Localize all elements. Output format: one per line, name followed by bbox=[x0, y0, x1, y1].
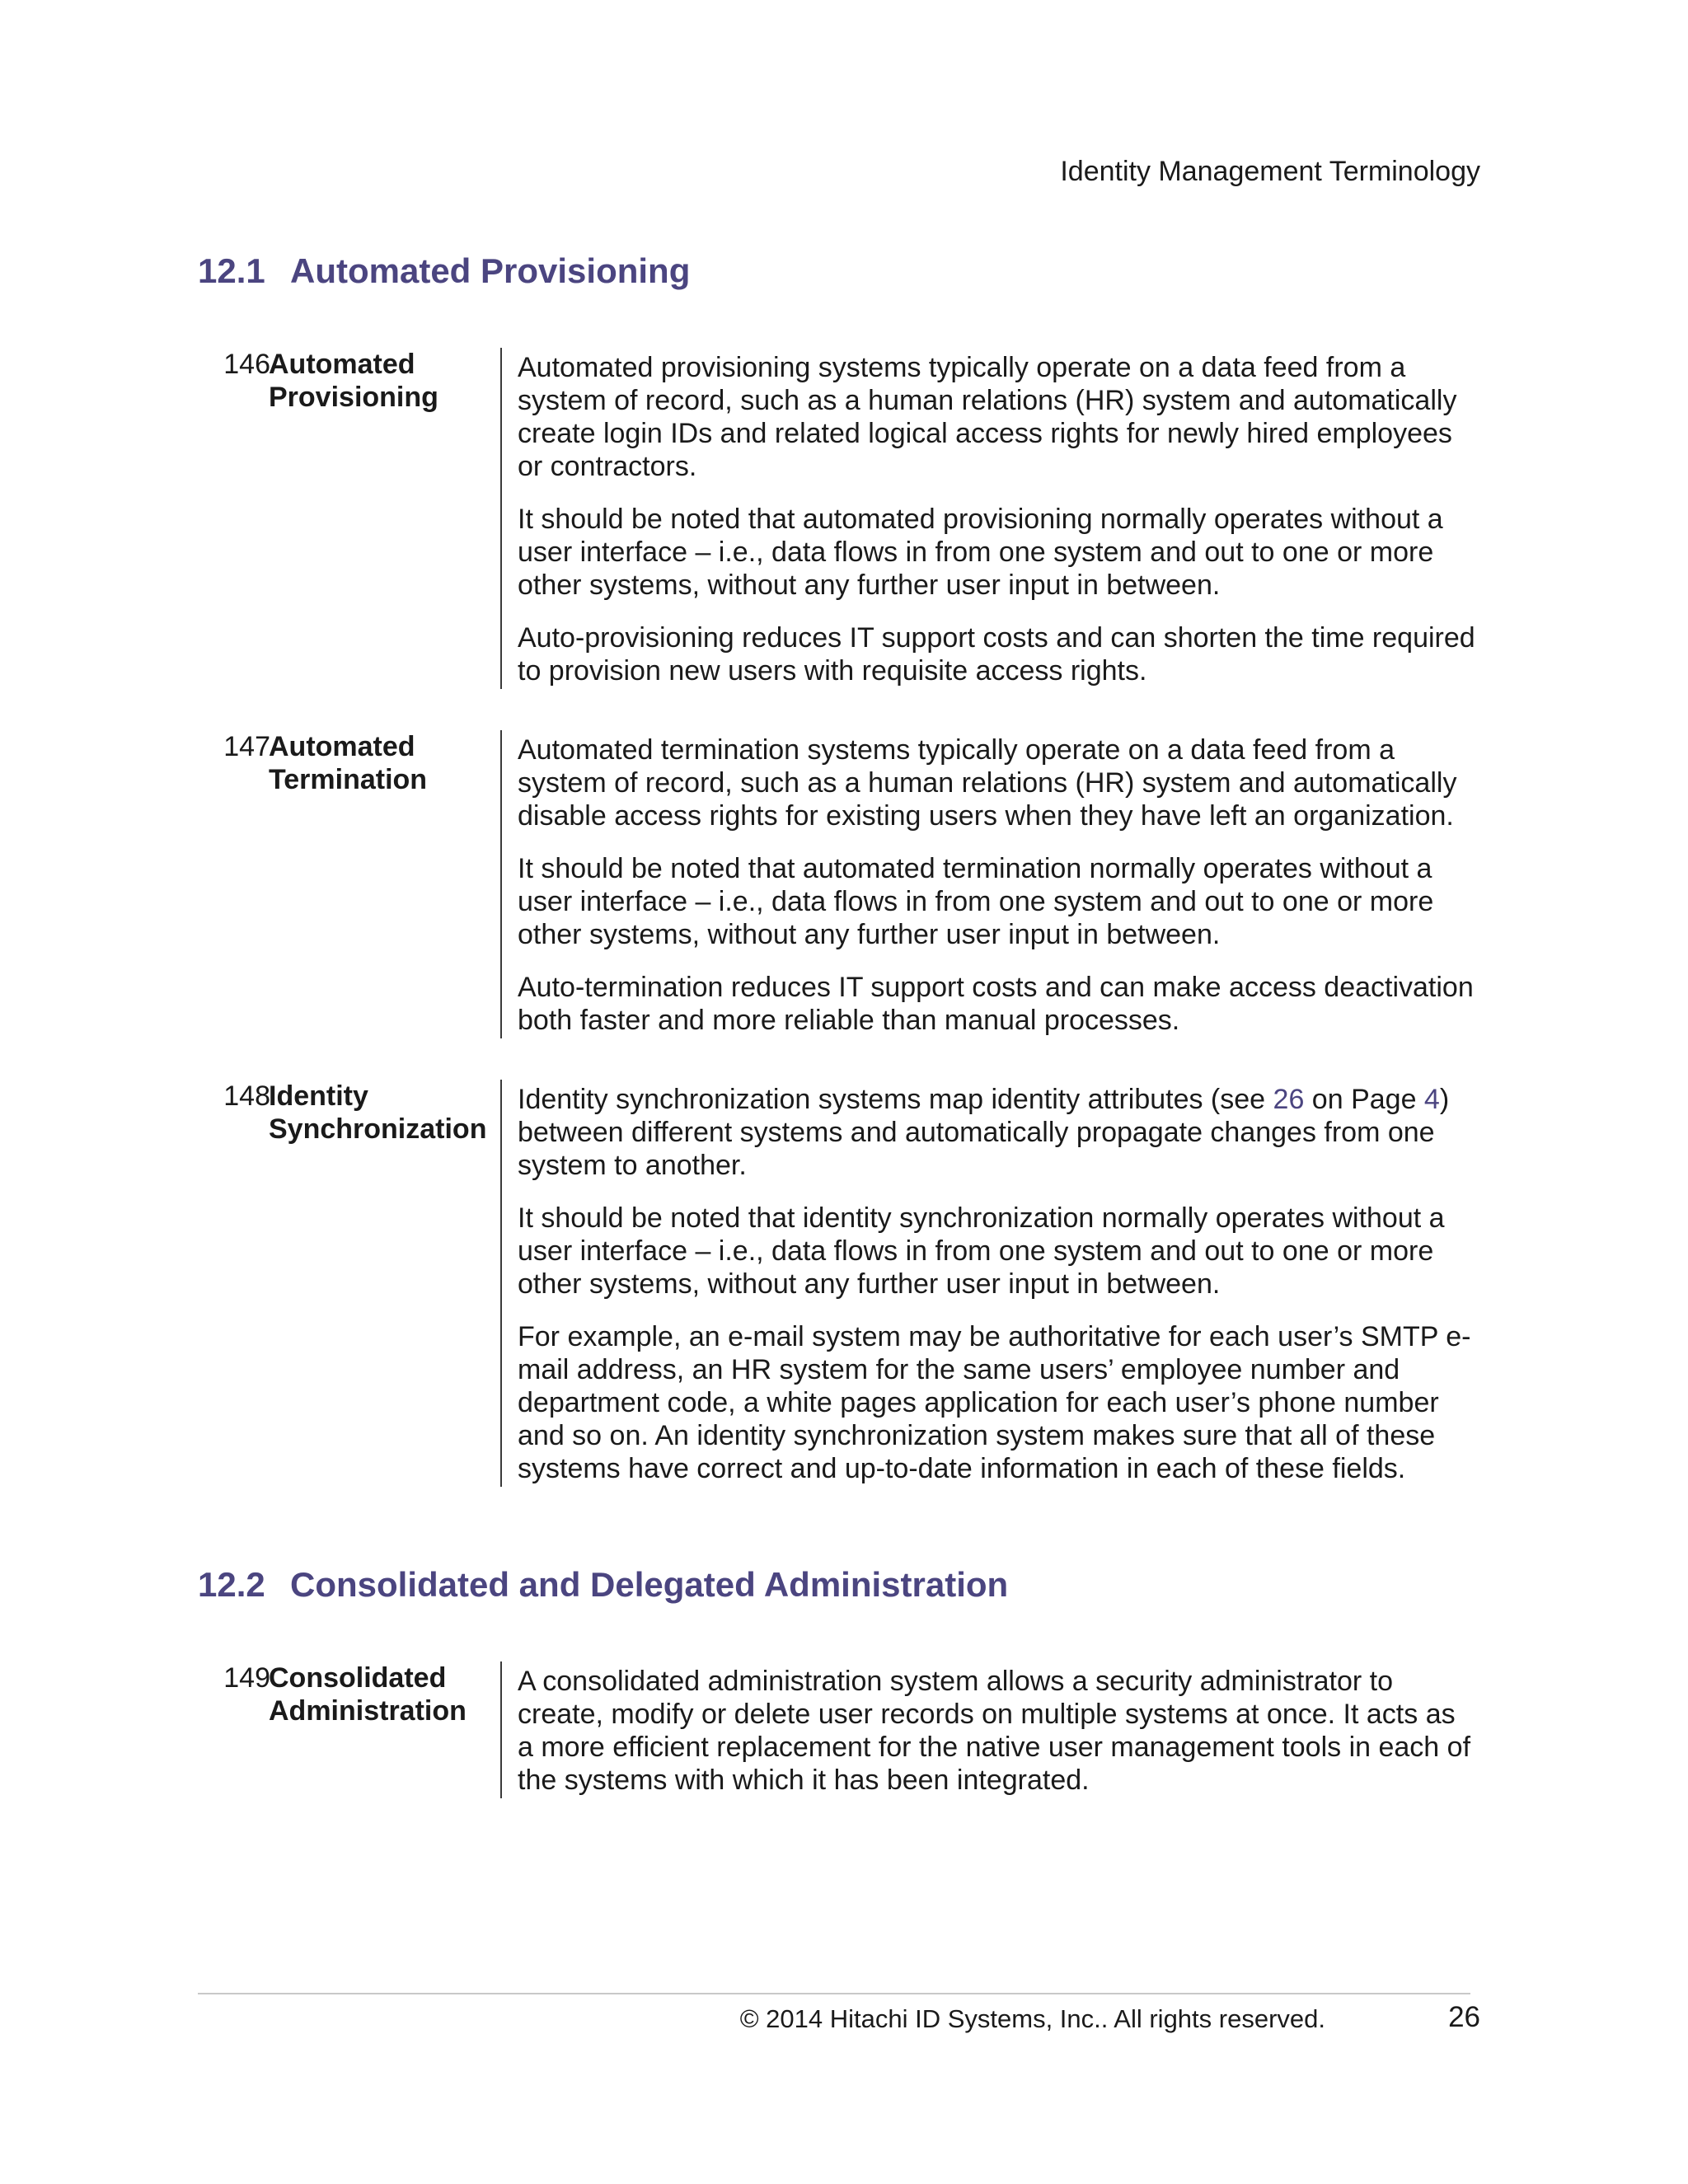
entry-number: 149 bbox=[223, 1662, 270, 1694]
section-heading-12-2 bbox=[198, 1564, 1008, 1605]
entry-term-line: Provisioning bbox=[269, 382, 438, 413]
entry-term bbox=[269, 1080, 499, 1146]
footer-copyright: © 2014 Hitachi ID Systems, Inc.. All rights reserved. bbox=[739, 2004, 1325, 2033]
entry-term-line: Termination bbox=[269, 764, 428, 795]
definition bbox=[500, 730, 1475, 1038]
definition-paragraph bbox=[518, 1083, 1475, 1182]
entry-term-line: Automated bbox=[269, 731, 415, 762]
entry-term-line: Synchronization bbox=[269, 1113, 487, 1145]
definition-paragraph: It should be noted that automated termination normally operates without a user interface – i.e., data flows in from one system and out to one or more other systems, without any further user input in between. bbox=[518, 853, 1434, 950]
definition-paragraph: It should be noted that identity synchronization normally operates without a user interface – i.e., data flows in from one system and out to one or more other systems, without any further user input in between. bbox=[518, 1202, 1445, 1300]
entry-term-line: Automated bbox=[269, 349, 415, 380]
definition-paragraph: A consolidated administration system allows a security administrator to create, modify or delete user records on multiple systems at once. It acts as a more efficient replacement for the native user management tools in each of the systems with which it has been integrated. bbox=[518, 1666, 1471, 1796]
entry-term bbox=[269, 348, 499, 414]
page-cross-reference-link[interactable]: 4 bbox=[1423, 1084, 1440, 1115]
entry-number: 146 bbox=[223, 349, 270, 380]
text-run: on Page bbox=[1304, 1084, 1424, 1115]
text-run: ) between different systems and automatically propagate changes from one system to another. bbox=[518, 1084, 1450, 1181]
section-title: Automated Provisioning bbox=[290, 251, 691, 290]
entry-cross-reference-link[interactable]: 26 bbox=[1273, 1084, 1305, 1115]
definition bbox=[500, 1080, 1475, 1487]
section-title: Consolidated and Delegated Administration bbox=[290, 1565, 1009, 1604]
definition bbox=[500, 348, 1475, 689]
definition-paragraph: Automated termination systems typically operate on a data feed from a system of record, such as a human relations (HR) system and automatically disable access rights for existing users when they have left an organization. bbox=[518, 734, 1457, 832]
glossary-entry-148 bbox=[198, 1080, 1475, 1487]
definition-paragraph: It should be noted that automated provisioning normally operates without a user interface – i.e., data flows in from one system and out to one or more other systems, without any further user input in between. bbox=[518, 504, 1443, 601]
definition-paragraph: Auto-provisioning reduces IT support costs and can shorten the time required to provision new users with requisite access rights. bbox=[518, 622, 1475, 687]
page-number: 26 bbox=[1448, 2001, 1480, 2033]
definition-paragraph: For example, an e-mail system may be authoritative for each user’s SMTP e-mail address, an HR system for the same users’ employee number and department code, a white pages application for each user’s phone number and so on. An identity synchronization system makes sure that all of these systems have correct and up-to-date information in each of these fields. bbox=[518, 1321, 1471, 1484]
entry-term bbox=[269, 730, 499, 796]
definition-paragraph: Auto-termination reduces IT support costs and can make access deactivation both faster and more reliable than manual processes. bbox=[518, 972, 1474, 1036]
section-number: 12.1 bbox=[198, 251, 265, 290]
footer-divider bbox=[198, 1993, 1470, 1994]
entry-number: 148 bbox=[223, 1080, 270, 1112]
entry-term-line: Administration bbox=[269, 1695, 467, 1727]
section-heading-12-1 bbox=[198, 251, 690, 292]
entry-term bbox=[269, 1661, 499, 1727]
glossary-entry-149 bbox=[198, 1661, 1475, 1798]
entry-term-line: Identity bbox=[269, 1080, 368, 1112]
section-number: 12.2 bbox=[198, 1565, 265, 1604]
text-run: Identity synchronization systems map identity attributes (see bbox=[518, 1084, 1273, 1115]
glossary-entry-146 bbox=[198, 348, 1475, 689]
entry-number: 147 bbox=[223, 731, 270, 762]
entry-term-line: Consolidated bbox=[269, 1662, 447, 1694]
definition bbox=[500, 1661, 1475, 1798]
running-header: Identity Management Terminology bbox=[1060, 156, 1480, 187]
definition-paragraph: Automated provisioning systems typically operate on a data feed from a system of record, such as a human relations (HR) system and automatically create login IDs and related logical access rights for newly hired employees or contractors. bbox=[518, 352, 1457, 482]
glossary-entry-147 bbox=[198, 730, 1475, 1038]
